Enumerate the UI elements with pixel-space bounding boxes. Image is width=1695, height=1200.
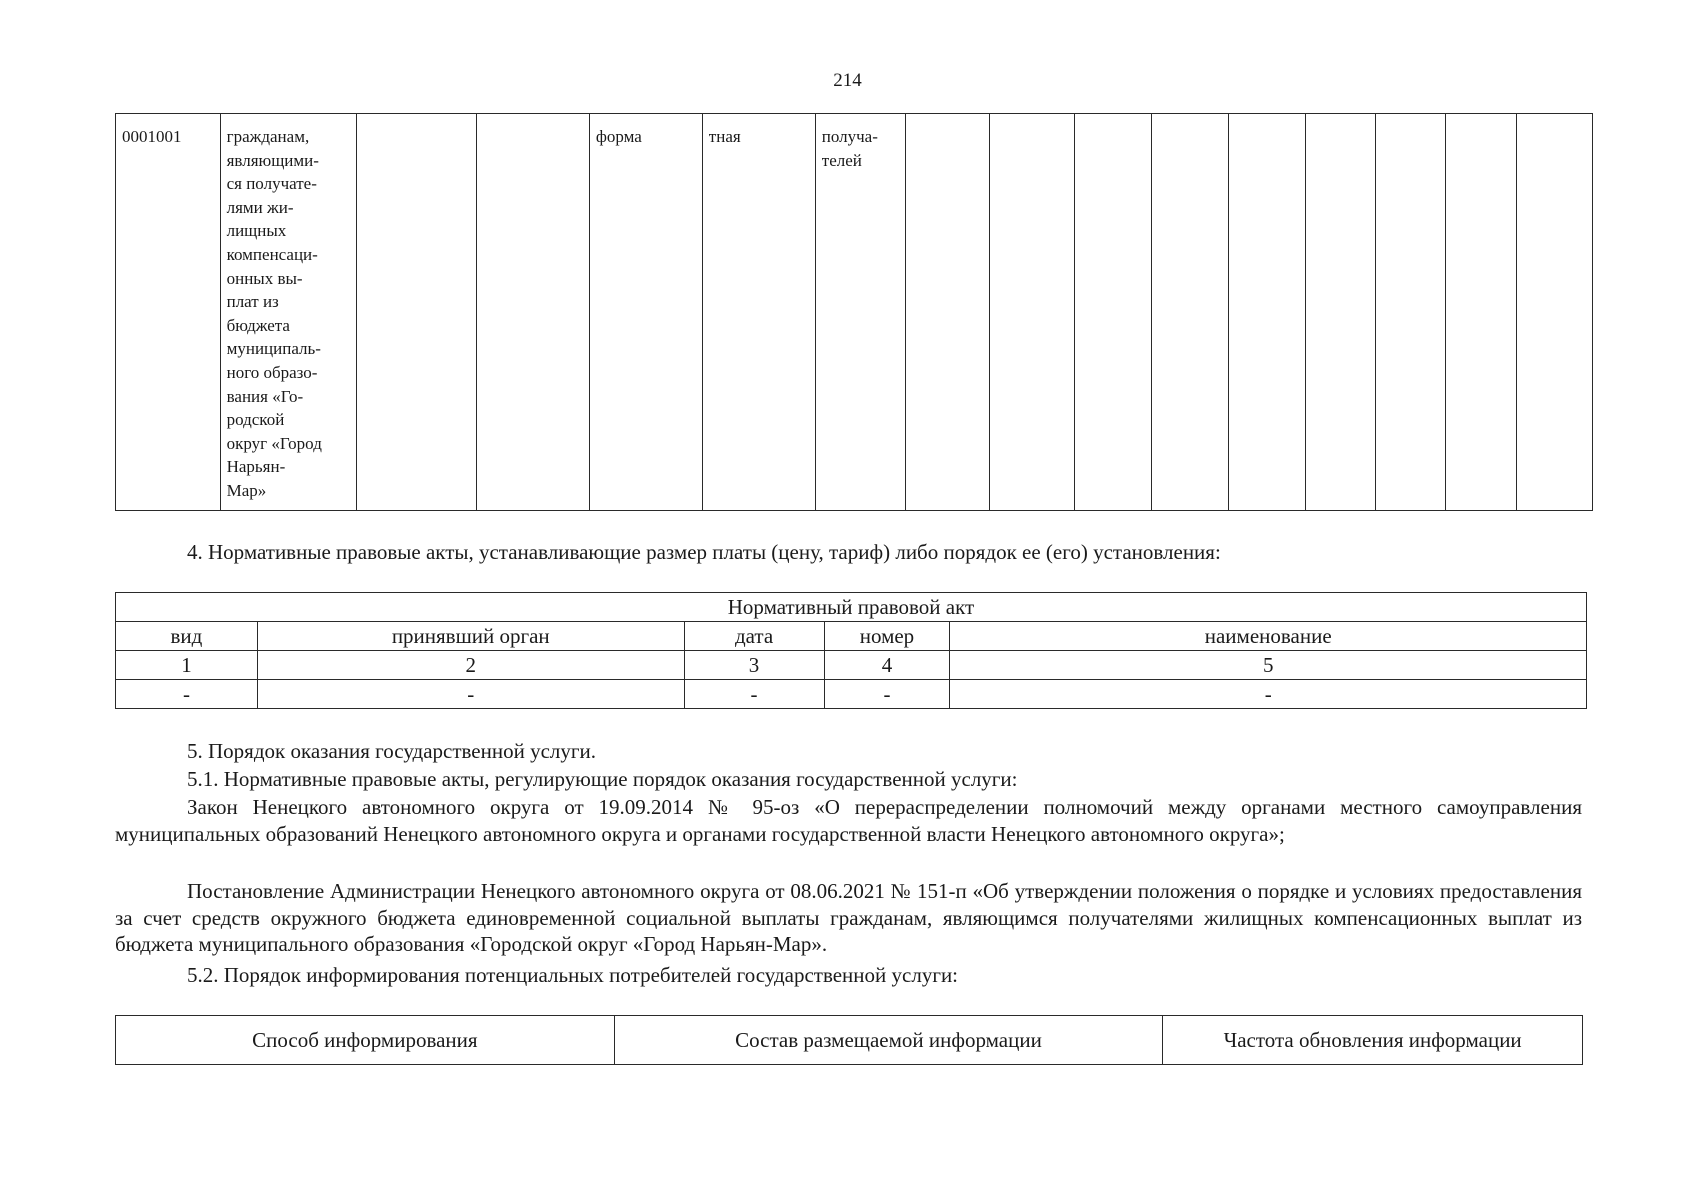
column-header: Способ информирования (116, 1016, 615, 1065)
form-type-cell: тная (702, 114, 815, 511)
table-cell: - (257, 680, 684, 709)
table-title: Нормативный правовой акт (116, 593, 1587, 622)
column-number: 2 (257, 651, 684, 680)
service-code-cell: 0001001 (116, 114, 221, 511)
column-number: 1 (116, 651, 258, 680)
empty-cell (905, 114, 990, 511)
empty-cell (1228, 114, 1305, 511)
column-header: номер (824, 622, 950, 651)
page-number: 214 (833, 70, 862, 91)
empty-cell (1446, 114, 1516, 511)
empty-cell (356, 114, 476, 511)
informing-table (115, 1015, 1583, 1065)
column-number: 4 (824, 651, 950, 680)
empty-cell (990, 114, 1075, 511)
column-header: вид (116, 622, 258, 651)
section-5-2-heading: 5.2. Порядок информирования потенциальных потребителей государственной услуги: (187, 963, 959, 987)
form-cell: форма (589, 114, 702, 511)
empty-cell (476, 114, 589, 511)
service-recipients-table (115, 113, 1593, 511)
table-row (116, 680, 1587, 709)
column-header: наименование (950, 622, 1587, 651)
recipients-unit-cell: получа- телей (815, 114, 905, 511)
recipients-category-cell: гражданам, являющими- ся получате- лями жи- лищных компенсаци- онных вы- плат из бюджета муниципаль- ного образо- вания «Го- родской округ «Город Нарьян- Мар» (220, 114, 356, 511)
table-number-row (116, 651, 1587, 680)
empty-cell (1516, 114, 1592, 511)
table-cell: - (684, 680, 824, 709)
table-title-row (116, 593, 1587, 622)
empty-cell (1151, 114, 1228, 511)
column-header: дата (684, 622, 824, 651)
normative-act-table (115, 592, 1587, 709)
empty-cell (1306, 114, 1376, 511)
table-row (116, 114, 1593, 511)
section-5-1-heading: 5.1. Нормативные правовые акты, регулирующие порядок оказания государственной услуги: (187, 767, 1018, 791)
section-5-heading: 5. Порядок оказания государственной услуги. (187, 739, 596, 763)
table-header-row (116, 1016, 1583, 1065)
table-cell: - (824, 680, 950, 709)
column-header: принявший орган (257, 622, 684, 651)
decree-paragraph: Постановление Администрации Ненецкого автономного округа от 08.06.2021 № 151-п «Об утверждении положения о порядке и условиях предоставления за счет средств окружного бюджета единовременной социальной выплаты гражданам, являющимся получателями жилищных компенсационных выплат из бюджета муниципального образования «Городской округ «Город Нарьян-Мар». (115, 879, 1582, 956)
column-number: 3 (684, 651, 824, 680)
table-cell: - (116, 680, 258, 709)
empty-cell (1376, 114, 1446, 511)
empty-cell (1075, 114, 1151, 511)
table-cell: - (950, 680, 1587, 709)
table-header-row (116, 622, 1587, 651)
column-header: Состав размещаемой информации (614, 1016, 1163, 1065)
column-number: 5 (950, 651, 1587, 680)
law-paragraph: Закон Ненецкого автономного округа от 19.09.2014 № 95-оз «О перераспределении полномочий между органами местного самоуправления муниципальных образований Ненецкого автономного округа и органами государственной власти Ненецкого автономного округа»; (115, 795, 1582, 846)
section-4-heading: 4. Нормативные правовые акты, устанавливающие размер платы (цену, тариф) либо порядок ее (его) установления: (187, 540, 1221, 564)
column-header: Частота обновления информации (1163, 1016, 1583, 1065)
